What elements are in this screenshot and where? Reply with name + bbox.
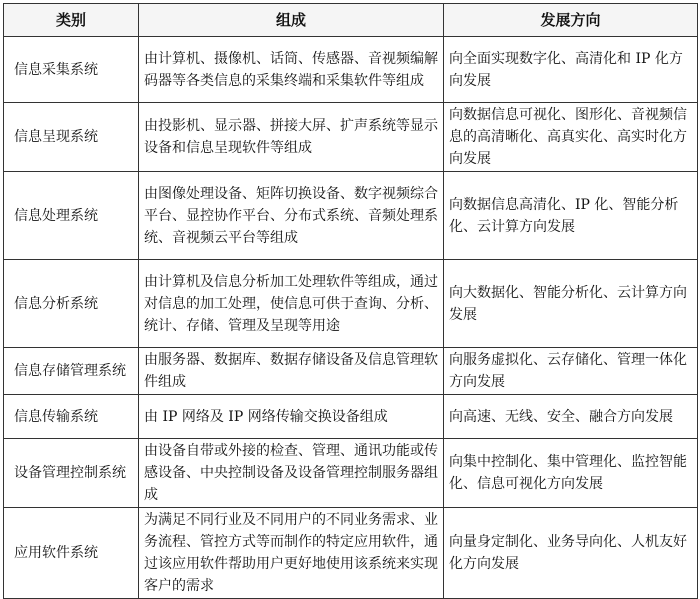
header-direction: 发展方向 [444, 4, 698, 37]
table-row [4, 37, 698, 103]
composition-cell: 为满足不同行业及不同用户的不同业务需求、业务流程、管控方式等而制作的特定应用软件，通过该应用软件帮助用户更好地使用该系统来实现客户的需求 [139, 508, 444, 599]
direction-cell: 向高速、无线、安全、融合方向发展 [444, 395, 698, 439]
direction-cell: 向服务虚拟化、云存储化、管理一体化方向发展 [444, 348, 698, 395]
table-row [4, 395, 698, 439]
composition-cell: 由图像处理设备、矩阵切换设备、数字视频综合平台、显控协作平台、分布式系统、音频处理系统、音视频云平台等组成 [139, 172, 444, 260]
category-cell: 信息存储管理系统 [4, 348, 139, 395]
table-row [4, 103, 698, 172]
header-composition: 组成 [139, 4, 444, 37]
table-row [4, 260, 698, 348]
table-row [4, 348, 698, 395]
header-row [4, 4, 698, 37]
composition-cell: 由设备自带或外接的检查、管理、通讯功能或传感设备、中央控制设备及设备管理控制服务器组成 [139, 439, 444, 508]
system-table [3, 3, 698, 599]
direction-cell: 向量身定制化、业务导向化、人机友好化方向发展 [444, 508, 698, 599]
category-cell: 信息处理系统 [4, 172, 139, 260]
table-row [4, 439, 698, 508]
category-cell: 应用软件系统 [4, 508, 139, 599]
direction-cell: 向数据信息可视化、图形化、音视频信息的高清晰化、高真实化、高实时化方向发展 [444, 103, 698, 172]
category-cell: 信息采集系统 [4, 37, 139, 103]
category-cell: 信息呈现系统 [4, 103, 139, 172]
category-cell: 信息分析系统 [4, 260, 139, 348]
header-category: 类别 [4, 4, 139, 37]
composition-cell: 由计算机及信息分析加工处理软件等组成，通过对信息的加工处理，使信息可供于查询、分析、统计、存储、管理及呈现等用途 [139, 260, 444, 348]
direction-cell: 向数据信息高清化、IP 化、智能分析化、云计算方向发展 [444, 172, 698, 260]
direction-cell: 向集中控制化、集中管理化、监控智能化、信息可视化方向发展 [444, 439, 698, 508]
composition-cell: 由计算机、摄像机、话筒、传感器、音视频编解码器等各类信息的采集终端和采集软件等组成 [139, 37, 444, 103]
direction-cell: 向全面实现数字化、高清化和 IP 化方向发展 [444, 37, 698, 103]
category-cell: 设备管理控制系统 [4, 439, 139, 508]
table-row [4, 172, 698, 260]
composition-cell: 由服务器、数据库、数据存储设备及信息管理软件组成 [139, 348, 444, 395]
composition-cell: 由投影机、显示器、拼接大屏、扩声系统等显示设备和信息呈现软件等组成 [139, 103, 444, 172]
category-cell: 信息传输系统 [4, 395, 139, 439]
composition-cell: 由 IP 网络及 IP 网络传输交换设备组成 [139, 395, 444, 439]
direction-cell: 向大数据化、智能分析化、云计算方向发展 [444, 260, 698, 348]
